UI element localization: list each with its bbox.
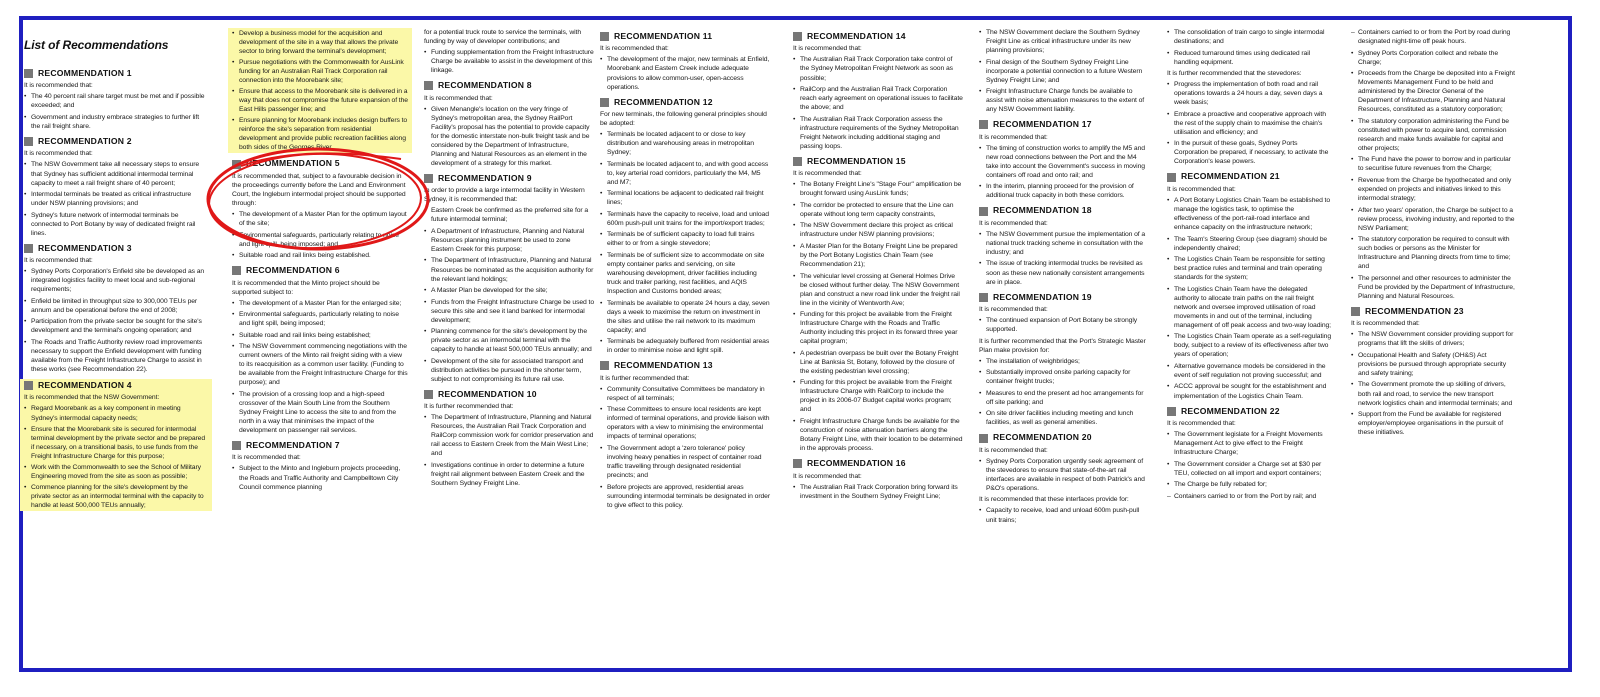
list-item: • The provision of a crossing loop and a high-speed crossover of the Main South Line from the Southern Sydney Freight Line to access the site to and from the north in a way that minimises the impact of the development on passenger rail services. — [232, 390, 408, 435]
list-item: • The Charge be fully rebated for; — [1167, 480, 1333, 489]
recommendation-section — [793, 156, 963, 453]
intro-text: In order to provide a large intermodal facility in Western Sydney, it is recommended that: — [424, 187, 585, 204]
list-item: • Sydney Ports Corporation's Enfield site be developed as an integrated logistics facility to meet local and sub-regional requirements; — [24, 267, 208, 294]
intro-text: It is further recommended that the Port's Strategic Master Plan make provision for: — [979, 337, 1146, 354]
recommendation-section — [424, 173, 594, 384]
column-8 — [1351, 28, 1515, 442]
recommendation-section — [24, 379, 208, 511]
list-item: • Final design of the Southern Sydney Freight Line incorporate a potential connection to a future Western Sydney Freight Line; and — [979, 58, 1149, 85]
list-item: • The NSW Government pursue the implementation of a national truck tracking scheme in consultation with the industry; and — [979, 230, 1149, 257]
recommendation-heading — [24, 68, 208, 79]
recommendation-section — [232, 28, 408, 153]
section-square-icon — [793, 459, 802, 468]
recommendation-heading — [24, 136, 208, 147]
recommendation-heading-text: RECOMMENDATION 10 — [438, 388, 537, 399]
intro-text: It is recommended that, subject to a favourable decision in the proceedings currently before the Land and Environment Court, the Ingleburn intermodal project should be supported through: — [232, 172, 406, 207]
recommendation-section — [979, 28, 1149, 114]
list-item: • Funding for this project be available from the Freight Infrastructure Charge with the Roads and Traffic Authority including this project in its forward three year capital program; — [793, 310, 963, 346]
list-item: • Work with the Commonwealth to see the School of Military Engineering moved from the site as soon as possible; — [20, 462, 212, 482]
list-item: • Progress the implementation of both road and rail operations towards a 24 hours a day, seven days a week basis; — [1167, 80, 1333, 107]
recommendation-heading — [20, 379, 212, 392]
list-item: • On site driver facilities including meeting and lunch facilities, as well as general amenities. — [979, 409, 1149, 427]
section-square-icon — [24, 69, 33, 78]
list-item: • The NSW Government declare the Southern Sydney Freight Line as critical infrastructure under its new planning provisions; — [979, 28, 1149, 55]
list-item: – Containers carried to or from the Port by road during designated night-time off peak hours. — [1351, 28, 1515, 46]
recommendation-heading-text: RECOMMENDATION 8 — [438, 80, 532, 91]
list-item: • The Australian Rail Track Corporation bring forward its investment in the Southern Sydney Freight Line; — [793, 483, 963, 501]
intro-text: It is recommended that: — [793, 472, 862, 480]
list-item: • The Fund have the power to borrow and in particular to securitise future revenues from the Charge; — [1351, 155, 1515, 173]
recommendation-section — [600, 360, 770, 509]
list-item: • A Department of Infrastructure, Planning and Natural Resources planning instrument be used to zone Eastern Creek for this purpose; — [424, 227, 594, 254]
recommendation-heading-text: RECOMMENDATION 12 — [614, 96, 713, 107]
section-square-icon — [793, 157, 802, 166]
list-item: • After two years' operation, the Charge be subject to a review process, involving industry, and reported to the NSW Parliament; — [1351, 206, 1515, 233]
recommendation-heading — [232, 265, 408, 276]
list-item: • Funding for this project be available from the Freight Infrastructure Charge with RailCorp to include the project in its 2006-07 Budget capital works program; and — [793, 378, 963, 414]
section-square-icon — [979, 120, 988, 129]
list-item: • In the interim, planning proceed for the provision of additional truck capacity in both these corridors. — [979, 182, 1149, 200]
list-item: • A Port Botany Logistics Chain Team be established to manage the logistics task, to optimise the effectiveness of the port-rail-road interface and enhance capacity on the infrastructure network; — [1167, 196, 1333, 232]
intro-text: It is recommended that: — [424, 94, 493, 102]
recommendation-heading-text: RECOMMENDATION 7 — [246, 440, 340, 451]
recommendation-section — [1167, 406, 1333, 501]
section-square-icon — [979, 207, 988, 216]
list-item: • Terminals be located adjacent to or close to key distribution and warehousing areas in metropolitan Sydney; — [600, 130, 770, 157]
list-item: • Terminals have the capacity to receive, load and unload 600m push-pull unit trains for the import/export trades; — [600, 210, 770, 228]
recommendation-section — [232, 440, 408, 492]
recommendation-heading — [793, 458, 963, 469]
intro-text: It is recommended that: — [1167, 185, 1236, 193]
list-item: • Eastern Creek be confirmed as the preferred site for a future intermodal terminal; — [424, 206, 594, 224]
recommendation-section — [979, 292, 1149, 428]
list-item: • Occupational Health and Safety (OH&S) Act provisions be pursued through appropriate security and safety training; — [1351, 351, 1515, 378]
list-item: • Embrace a proactive and cooperative approach with the rest of the supply chain to maximise the chain's utilisation and efficiency; and — [1167, 110, 1333, 137]
recommendation-section — [232, 158, 408, 260]
list-item: • Sydney Ports Corporation urgently seek agreement of the stevedores to ensure that state-of-the-art rail interfaces are available in respect of both Patrick's and P&O's operations. — [979, 457, 1149, 493]
recommendation-heading — [424, 80, 594, 91]
list-item: • Terminals be of sufficient capacity to load full trains either to or from a single stevedore; — [600, 230, 770, 248]
list-item: • Ensure that the Moorebank site is secured for intermodal terminal development by the private sector and be prepared if necessary, on a transitional basis, to use funds from the Freight Infrastructure Charge for this purpose; — [20, 424, 212, 462]
list-item: • The development of the major, new terminals at Enfield, Moorebank and Eastern Creek include adequate provisions to allow common-user, open-access operations. — [600, 55, 770, 91]
list-item: • Development of the site for associated transport and distribution activities be pursued in the shorter term, subject to not compromising its future rail use. — [424, 357, 594, 384]
list-item: • Subject to the Minto and Ingleburn projects proceeding, the Roads and Traffic Authority and Campbelltown City Council commence planning — [232, 464, 408, 491]
recommendation-heading — [793, 31, 963, 42]
list-item: • Funding supplementation from the Freight Infrastructure Charge be available to assist in the development of this linkage. — [424, 48, 594, 75]
intro-text: It is recommended that: — [24, 150, 93, 158]
recommendation-heading-text: RECOMMENDATION 4 — [38, 380, 132, 391]
intro-text: It is recommended that: — [793, 170, 862, 178]
list-item: • The Logistics Chain Team operate as a self-regulating body, subject to a review of its effectiveness after two years of operation; — [1167, 332, 1333, 359]
section-square-icon — [979, 293, 988, 302]
list-item: • The consolidation of train cargo to single intermodal destinations; and — [1167, 28, 1333, 46]
list-item: • Ensure that access to the Moorebank site is delivered in a way that does not compromise the future expansion of the East Hills passenger line; and — [228, 86, 412, 115]
recommendation-heading — [979, 432, 1149, 443]
recommendation-heading — [600, 97, 770, 108]
list-item: • The development of a Master Plan for the enlarged site; — [232, 299, 408, 308]
list-item: • Support from the Fund be available for registered employer/employee organisations in the pursuit of these initiatives. — [1351, 410, 1515, 437]
list-item: • The installation of weighbridges; — [979, 357, 1149, 366]
list-item: • The statutory corporation administering the Fund be constituted with power to acquire land, commission research and make funds available for capital and other projects; — [1351, 117, 1515, 153]
recommendation-heading — [979, 292, 1149, 303]
list-item: • A pedestrian overpass be built over the Botany Freight Line at Banksia St, Botany, followed by the closure of the existing pedestrian level crossing; — [793, 349, 963, 376]
section-square-icon — [1167, 173, 1176, 182]
list-item: • Investigations continue in order to determine a future freight rail alignment between Eastern Creek and the Southern Sydney Freight Line. — [424, 461, 594, 488]
recommendations-columns — [24, 28, 1568, 666]
list-item: • The NSW Government take all necessary steps to ensure that Sydney has sufficient additional intermodal terminal capacity to meet a rail freight share of 40 percent; — [24, 160, 208, 187]
list-item: • Pursue negotiations with the Commonwealth for AusLink funding for an Australian Rail Track Corporation rail connection into the Moorebank site; — [228, 57, 412, 86]
section-square-icon — [24, 244, 33, 253]
section-square-icon — [424, 81, 433, 90]
recommendation-section — [1351, 306, 1515, 437]
list-item: • Planning commence for the site's development by the private sector as an intermodal terminal with the capacity to handle at least 500,000 TEUs annually; and — [424, 327, 594, 354]
recommendation-heading-text: RECOMMENDATION 22 — [1181, 405, 1280, 416]
recommendation-heading-text: RECOMMENDATION 19 — [993, 291, 1092, 302]
recommendation-heading-text: RECOMMENDATION 14 — [807, 31, 906, 41]
column-6 — [979, 28, 1149, 530]
list-item: • Commence planning for the site's development by the private sector as an intermodal terminal with the capacity to handle at least 500,000 TEUs annually; — [20, 482, 212, 511]
recommendation-section — [424, 389, 594, 488]
list-item: • Intermodal terminals be treated as critical infrastructure under NSW planning provisions; and — [24, 190, 208, 208]
intro-text: It is further recommended that: — [424, 403, 514, 411]
section-square-icon — [600, 32, 609, 41]
list-item: • Freight Infrastructure Charge funds be available for the construction of noise attenuation barriers along the Botany Freight Line, with their location to be determined in the approvals process. — [793, 417, 963, 453]
list-item: • Funds from the Freight Infrastructure Charge be used to secure this site and see it land banked for intermodal development; — [424, 298, 594, 325]
list-item: • The Department of Infrastructure, Planning and Natural Resources be nominated as the acquisition authority for the relevant land holdings; — [424, 256, 594, 283]
section-square-icon — [232, 266, 241, 275]
list-item: • The statutory corporation be required to consult with such bodies or persons as the Minister for Infrastructure and Planning directs from time to time; and — [1351, 235, 1515, 271]
list-item: • Terminals be adequately buffered from residential areas in order to minimise noise and light spill. — [600, 337, 770, 355]
list-item: • Proceeds from the Charge be deposited into a Freight Movements Management Fund to be held and administered by the Director General of the Department of Infrastructure, Planning and Natural Resources, constituted as a statutory corporation; — [1351, 69, 1515, 114]
recommendation-heading — [424, 389, 594, 400]
section-square-icon — [424, 390, 433, 399]
list-item: • The personnel and other resources to administer the Fund be provided by the Department of Infrastructure, Planning and Natural Resources. — [1351, 274, 1515, 301]
recommendation-heading — [979, 205, 1149, 216]
list-item: • These Committees to ensure local residents are kept informed of terminal operations, and provide liaison with operators with a view to minimising the environmental impacts of terminal operations; — [600, 405, 770, 441]
intro-text: It is recommended that these interfaces provide for: — [979, 496, 1129, 504]
recommendation-section — [1351, 28, 1515, 301]
list-item: • Ensure planning for Moorebank includes design buffers to reinforce the site's separation from residential development and provide public recreation facilities along both sides of the Georges River. — [228, 115, 412, 153]
list-item: • The issue of tracking intermodal trucks be revisited as soon as these new nationally consistent arrangements are in place. — [979, 259, 1149, 286]
recommendation-heading — [793, 156, 963, 167]
list-item: • Terminals be available to operate 24 hours a day, seven days a week to maximise the return on investment in the sites and utilise the rail network to its maximum capacity; and — [600, 299, 770, 335]
column-2 — [232, 28, 408, 497]
recommendation-section — [979, 119, 1149, 200]
recommendation-section — [1167, 28, 1333, 166]
section-square-icon — [1351, 307, 1360, 316]
list-item: • The Australian Rail Track Corporation take control of the Sydney Metropolitan Freight Network as soon as possible; — [793, 55, 963, 82]
intro-text: It is recommended that: — [24, 257, 93, 265]
column-4 — [600, 28, 770, 515]
list-item: • The development of a Master Plan for the optimum layout of the site; — [232, 210, 408, 228]
section-square-icon — [793, 32, 802, 41]
intro-text: It is recommended that: — [979, 446, 1048, 454]
list-item: • The Logistics Chain Team be responsible for setting best practice rules and terminal and train operating standards for the system; — [1167, 255, 1333, 282]
recommendation-heading — [600, 31, 770, 42]
recommendation-section — [600, 97, 770, 356]
list-item: • The continued expansion of Port Botany be strongly supported. — [979, 316, 1149, 334]
list-item: • The Government consider a Charge set at $30 per TEU, collected on all import and export containers; — [1167, 460, 1333, 478]
list-item: • The Roads and Traffic Authority review road improvements necessary to support the Enfield development with funding available from the Freight Infrastructure Charge to assist in these works (see Recommendation 22). — [24, 338, 208, 374]
list-item: • The Logistics Chain Team have the delegated authority to allocate train paths on the rail freight network and oversee improved utilisation of road movements in and out of the terminal, including management of off peak access and two-way loading; — [1167, 285, 1333, 330]
list-item: – Containers carried to or from the Port by rail; and — [1167, 492, 1333, 501]
recommendation-section — [424, 80, 594, 168]
list-item: • The Department of Infrastructure, Planning and Natural Resources, the Australian Rail Track Corporation and RailCorp commission work for corridor preservation and rail access to Eastern Creek from the Main West Line; and — [424, 413, 594, 458]
list-item: • Terminals be located adjacent to, and with good access to, key arterial road corridors, particularly the M4, M5 and M7; — [600, 160, 770, 187]
recommendation-heading-text: RECOMMENDATION 20 — [993, 432, 1092, 443]
recommendation-heading — [232, 440, 408, 451]
recommendation-heading-text: RECOMMENDATION 9 — [438, 172, 532, 183]
intro-text: It is recommended that the Minto project should be supported subject to: — [232, 279, 380, 296]
list-item: • The corridor be protected to ensure that the Line can operate without long term capacity constraints, — [793, 201, 963, 219]
list-item: • The 40 percent rail share target must be met and if possible exceeded; and — [24, 92, 208, 110]
recommendation-heading-text: RECOMMENDATION 2 — [38, 136, 132, 147]
recommendation-section — [979, 205, 1149, 286]
section-square-icon — [24, 381, 33, 390]
recommendation-heading — [1167, 406, 1333, 417]
recommendation-heading-text: RECOMMENDATION 23 — [1365, 305, 1464, 316]
recommendation-section — [793, 458, 963, 501]
list-item: • Terminal locations be adjacent to dedicated rail freight lines; — [600, 189, 770, 207]
list-item: • Revenue from the Charge be hypothecated and only expended on projects and initiatives linked to this intermodal strategy; — [1351, 176, 1515, 203]
column-5 — [793, 28, 963, 506]
intro-text: It is recommended that: — [24, 82, 93, 90]
recommendation-section — [232, 265, 408, 435]
list-item: • Suitable road and rail links being established; — [232, 331, 408, 340]
list-item: • The Team's Steering Group (see diagram) should be independently chaired; — [1167, 235, 1333, 253]
list-item: • Measures to end the present ad hoc arrangements for off site parking; and — [979, 389, 1149, 407]
list-item: • Capacity to receive, load and unload 600m push-pull unit trains; — [979, 506, 1149, 524]
recommendation-heading-text: RECOMMENDATION 6 — [246, 265, 340, 276]
recommendation-heading-text: RECOMMENDATION 1 — [38, 67, 132, 78]
list-item: • Enfield be limited in throughput size to 300,000 TEUs per annum and be operational before the end of 2008; — [24, 297, 208, 315]
list-item: • Develop a business model for the acquisition and development of the site in a way that allows the private sector to bring forward the terminal's development; — [228, 28, 412, 57]
recommendation-section — [24, 136, 208, 238]
list-item: • The timing of construction works to amplify the M5 and new road connections between the Port and the M4 take into account the Government's success in moving containers off road and onto rail; and — [979, 144, 1149, 180]
intro-text: It is further recommended that the stevedores: — [1167, 70, 1302, 78]
recommendation-heading — [600, 360, 770, 371]
list-item: • Substantially improved onsite parking capacity for container freight trucks; — [979, 368, 1149, 386]
recommendation-heading-text: RECOMMENDATION 3 — [38, 242, 132, 253]
intro-text: It is recommended that: — [979, 219, 1048, 227]
intro-text: It is recommended that the NSW Government: — [20, 392, 212, 403]
recommendation-heading — [232, 158, 408, 169]
recommendation-heading — [1167, 171, 1333, 182]
intro-text: It is recommended that: — [1351, 320, 1420, 328]
recommendation-section — [24, 68, 208, 131]
section-square-icon — [1167, 407, 1176, 416]
column-7 — [1167, 28, 1333, 506]
intro-text: It is recommended that: — [979, 133, 1048, 141]
recommendation-section — [979, 432, 1149, 524]
section-square-icon — [232, 441, 241, 450]
list-item: • Reduced turnaround times using dedicated rail handling equipment. — [1167, 49, 1333, 67]
recommendation-heading — [1351, 306, 1515, 317]
intro-text: It is recommended that: — [793, 45, 862, 53]
recommendation-section — [793, 31, 963, 151]
list-item: • Before projects are approved, residential areas surrounding intermodal terminals be designated in order to give effect to this policy. — [600, 483, 770, 510]
intro-text: For new terminals, the following general principles should be adopted: — [600, 111, 767, 128]
recommendation-section — [600, 31, 770, 92]
intro-text: for a potential truck route to service the terminals, with funding by way of developer contributions; and — [424, 29, 582, 46]
list-item: • Sydney's future network of intermodal terminals be connected to Port Botany by way of dedicated freight rail lines. — [24, 211, 208, 238]
recommendation-heading-text: RECOMMENDATION 21 — [1181, 171, 1280, 182]
list-item: • Environmental safeguards, particularly relating to noise and light spill, being imposed; — [232, 310, 408, 328]
section-square-icon — [424, 174, 433, 183]
list-item: • Regard Moorebank as a key component in meeting Sydney's intermodal capacity needs; — [20, 403, 212, 423]
list-item: • Sydney Ports Corporation collect and rebate the Charge; — [1351, 49, 1515, 67]
list-item: • A Master Plan be developed for the site; — [424, 286, 594, 295]
list-item: • The Government promote the up skilling of drivers, both rail and road, to service the new transport network logistics chain and intermodal terminals; and — [1351, 380, 1515, 407]
document-title: List of Recommendations — [24, 38, 169, 52]
list-item: • Freight Infrastructure Charge funds be available to assist with noise attenuation measures to the extent of any NSW Government liability. — [979, 87, 1149, 114]
section-square-icon — [600, 98, 609, 107]
recommendation-heading — [24, 243, 208, 254]
list-item: • The NSW Government commencing negotiations with the current owners of the Minto rail freight siding with a view to its reacquisition as a common user facility. (Funding to be available from the Freight Infrastructure Charge for this purpose); and — [232, 342, 408, 387]
recommendation-heading-text: RECOMMENDATION 15 — [807, 155, 906, 166]
section-square-icon — [600, 361, 609, 370]
recommendation-heading-text: RECOMMENDATION 11 — [614, 31, 713, 41]
recommendation-heading-text: RECOMMENDATION 18 — [993, 205, 1092, 216]
intro-text: It is recommended that: — [1167, 419, 1236, 427]
section-square-icon — [232, 160, 241, 169]
list-item: • The Government adopt a 'zero tolerance' policy involving heavy penalties in respect of container road traffic travelling through designated residential precincts; and — [600, 444, 770, 480]
list-item: • Suitable road and rail links being established. — [232, 251, 408, 260]
list-item: • The Australian Rail Track Corporation assess the infrastructure requirements of the Sydney Metropolitan Freight Network including additional staging and passing loops. — [793, 115, 963, 151]
list-item: • Participation from the private sector be sought for the site's development and the terminal's ongoing operation; and — [24, 317, 208, 335]
list-item: • The NSW Government declare this project as critical infrastructure under NSW planning provisions; — [793, 221, 963, 239]
column-3 — [424, 28, 594, 493]
list-item: • In the pursuit of these goals, Sydney Ports Corporation be prepared, if necessary, to activate the Corporation's lease powers. — [1167, 139, 1333, 166]
intro-text: It is recommended that: — [232, 454, 301, 462]
list-item: • The vehicular level crossing at General Holmes Drive be closed without further delay. The NSW Government plan and construct a new road link under the freight rail line in the vicinity of Wentworth Ave; — [793, 272, 963, 308]
list-item: • The NSW Government consider providing support for programs that lift the skills of drivers; — [1351, 330, 1515, 348]
recommendation-heading-text: RECOMMENDATION 16 — [807, 458, 906, 469]
list-item: • Given Menangle's location on the very fringe of Sydney's metropolitan area, the Sydney RailPort Facility's proposal has the potential to provide capacity for the domestic interstate non-bulk freight task and be considered by the Department of Infrastructure, Planning and Natural Resources as an element in the development of a strategy for this market. — [424, 105, 594, 168]
list-item: • The Botany Freight Line's "Stage Four" amplification be brought forward using AusLink funds; — [793, 180, 963, 198]
intro-text: It is recommended that: — [979, 305, 1048, 313]
recommendation-heading-text: RECOMMENDATION 17 — [993, 119, 1092, 130]
recommendation-heading-text: RECOMMENDATION 13 — [614, 360, 713, 371]
intro-text: It is further recommended that: — [600, 374, 690, 382]
column-1 — [24, 28, 208, 516]
recommendation-heading — [424, 173, 594, 184]
recommendation-heading-text: RECOMMENDATION 5 — [246, 158, 340, 169]
recommendation-heading — [979, 119, 1149, 130]
list-item: • A Master Plan for the Botany Freight Line be prepared by the Port Botany Logistics Chain Team (see Recommendation 21); — [793, 242, 963, 269]
list-item: • Government and industry embrace strategies to further lift the rail freight share. — [24, 113, 208, 131]
list-item: • Terminals be of sufficient size to accommodate on site empty container parks and servicing, on site warehousing development, driver facilities including truck and trailer parking, rest facilities, and AQIS Inspection and Customs bonded areas; — [600, 251, 770, 296]
list-item: • Community Consultative Committees be mandatory in respect of all terminals; — [600, 385, 770, 403]
section-square-icon — [24, 137, 33, 146]
list-item: • RailCorp and the Australian Rail Track Corporation reach early agreement on operational issues to facilitate the above; and — [793, 85, 963, 112]
recommendation-section — [424, 28, 594, 75]
list-item: • Alternative governance models be considered in the event of self regulation not proving successful; and — [1167, 362, 1333, 380]
recommendation-section — [24, 243, 208, 374]
list-item: • ACCC approval be sought for the establishment and implementation of the Logistics Chain Team. — [1167, 382, 1333, 400]
intro-text: It is recommended that: — [600, 45, 669, 53]
list-item: • The Government legislate for a Freight Movements Management Act to give effect to the Freight Infrastructure Charge; — [1167, 430, 1333, 457]
section-square-icon — [979, 434, 988, 443]
list-item: • Environmental safeguards, particularly relating to noise and light spill, being imposed; and — [232, 231, 408, 249]
recommendation-section — [1167, 171, 1333, 400]
